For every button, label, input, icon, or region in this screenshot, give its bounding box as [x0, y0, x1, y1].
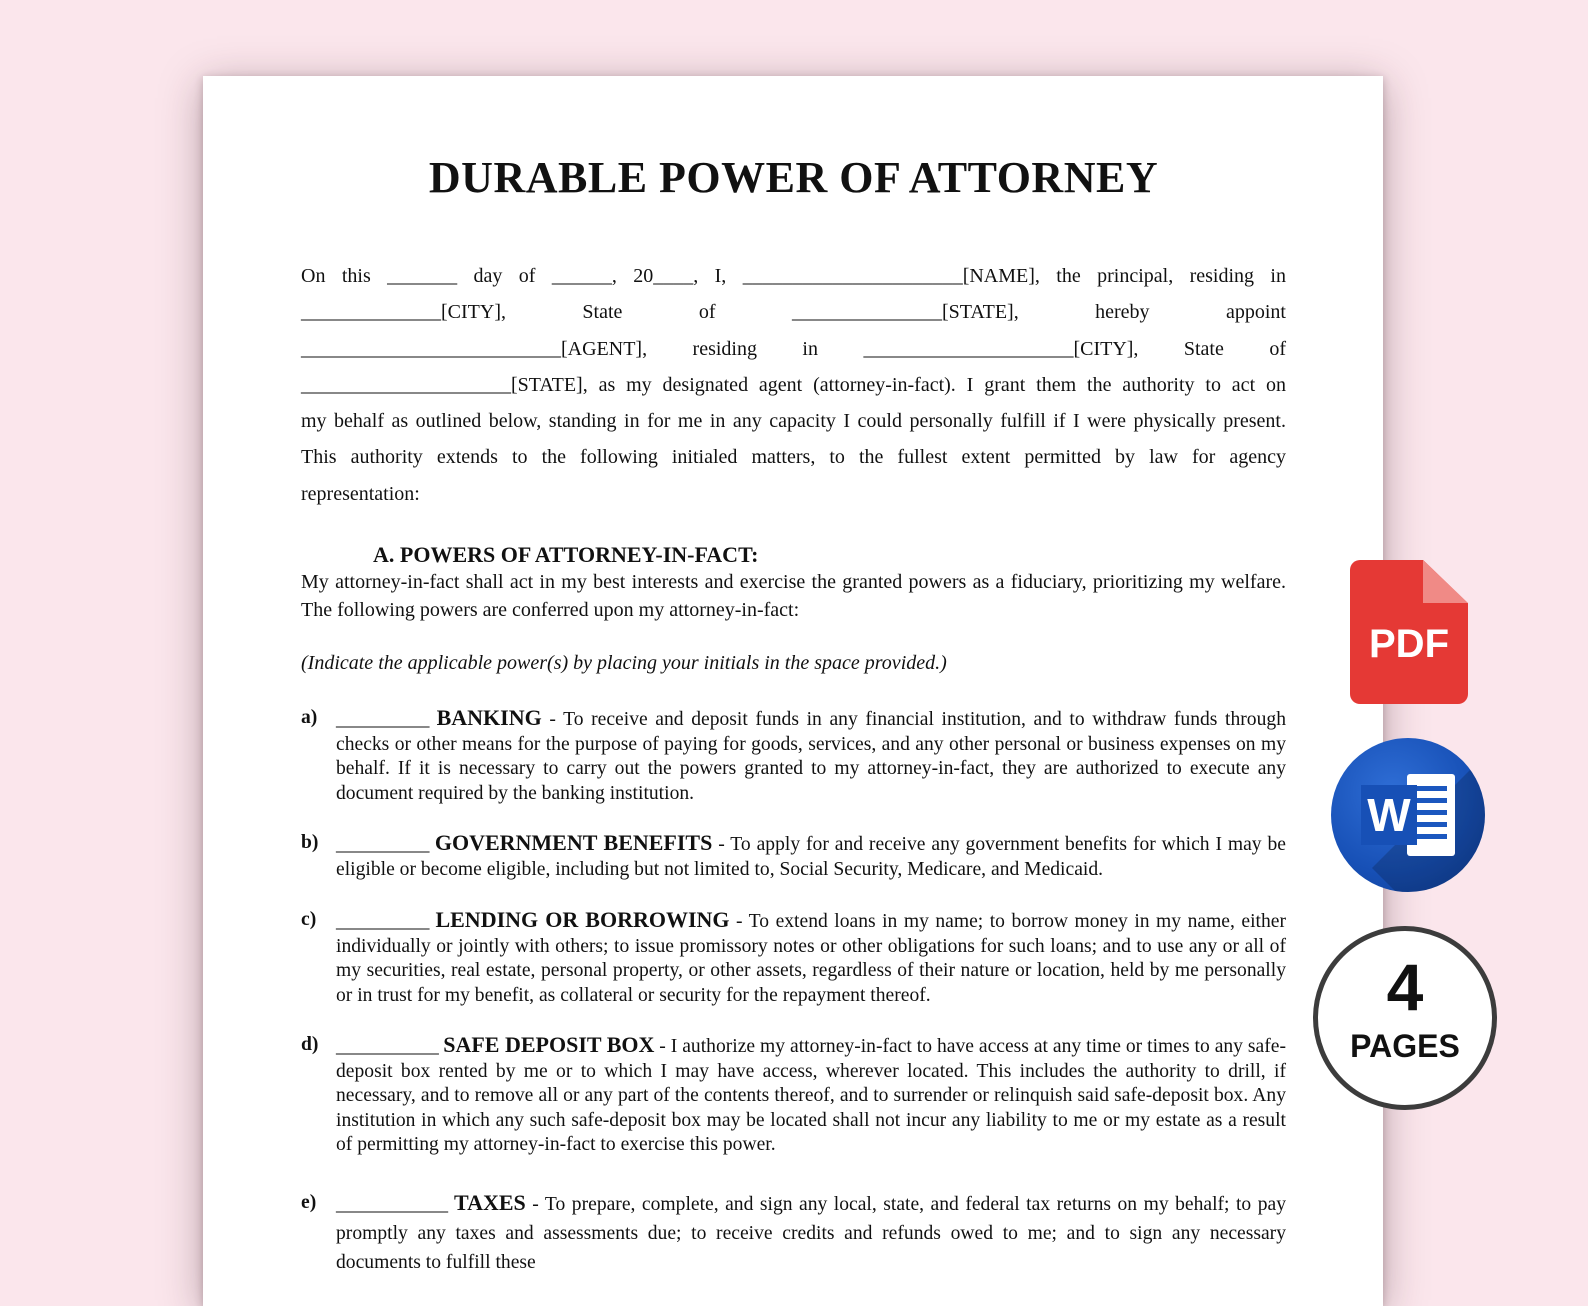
pdf-file-icon — [1350, 560, 1468, 704]
item-title: GOVERNMENT BENEFITS — [434, 830, 713, 855]
initials-blank[interactable]: ____________ — [336, 1194, 448, 1215]
power-item-lending-borrowing — [301, 908, 1286, 1008]
item-body: - To prepare, complete, and sign any local, state, and federal tax returns on my behalf; to pay promptly any taxes and assessments due; to receive credits and refunds owed to me; and to sign any necessary documents to fulfill these — [336, 1194, 1286, 1273]
item-body: - To extend loans in my name; to borrow money in my name, either individually or jointly with others; to issue promissory notes or other obligations for such loans; and to use any or all of my securities, real estate, personal property, or other assets, regardless of their nature or location, held by me personally or in trust for my benefit, as collateral or security for the repayment thereof. — [336, 911, 1286, 1006]
item-text — [336, 1033, 1286, 1158]
pdf-icon-fold — [1423, 560, 1468, 603]
item-text — [336, 908, 1286, 1008]
item-letter: c) — [301, 909, 317, 930]
power-item-taxes — [301, 1188, 1286, 1277]
intro-line-6: This authority extends to the following initialed matters, to the fullest extent permitted by law for agency — [301, 446, 1286, 469]
item-text — [336, 706, 1286, 806]
word-file-icon — [1331, 738, 1485, 892]
power-item-government-benefits — [301, 831, 1286, 882]
section-heading: A. POWERS OF ATTORNEY-IN-FACT: — [373, 542, 759, 567]
item-text — [336, 831, 1286, 882]
item-body: - To apply for and receive any government benefits for which I may be eligible or become eligible, including but not limited to, Social Security, Medicare, and Medicaid. — [336, 834, 1286, 880]
document-title: DURABLE POWER OF ATTORNEY — [428, 153, 1159, 202]
power-item-safe-deposit-box — [301, 1033, 1286, 1158]
intro-line-3: __________________________[AGENT], residing in _____________________[CITY], State of — [301, 337, 1286, 360]
page-count-badge — [1313, 926, 1497, 1110]
intro-line-4: _____________________[STATE], as my designated agent (attorney-in-fact). I grant them the authority to act on — [301, 373, 1286, 396]
item-body: - I authorize my attorney-in-fact to have access at any time or times to any safe-deposit box rented by me or to which I may have access, wherever located. This includes the authority to drill, if necessary, and to remove all or any part of the contents thereof, and to surrender or relinquish said safe-deposit box. Any institution in which any such safe-deposit box may be located shall not incur any liability to me or my estate as a result of permitting my attorney-in-fact to exercise this power. — [336, 1036, 1286, 1156]
intro-line-2: ______________[CITY], State of _______________[STATE], hereby appoint — [301, 301, 1286, 324]
item-text — [336, 1188, 1286, 1277]
initials-blank[interactable]: __________ — [336, 911, 429, 932]
item-letter: a) — [301, 707, 318, 728]
item-letter: b) — [301, 832, 319, 853]
intro-line-7: representation: — [301, 482, 420, 505]
item-title: TAXES — [454, 1190, 526, 1215]
document-page — [203, 76, 1383, 1306]
word-letter: W — [1361, 785, 1417, 845]
page-count-number: 4 — [1386, 950, 1424, 1024]
intro-paragraph — [301, 258, 1286, 512]
initials-blank[interactable]: __________ — [336, 834, 429, 855]
section-body: My attorney-in-fact shall act in my best interests and exercise the granted powers as a fiduciary, prioritizing my welfare. The following powers are conferred upon my attorney-in-fact: — [301, 571, 1286, 621]
initials-blank[interactable]: ___________ — [336, 1036, 439, 1057]
intro-line-1: On this _______ day of ______, 20____, I, ______________________[NAME], the principal, residing in — [301, 265, 1286, 287]
power-item-banking — [301, 706, 1286, 806]
page-count-label: PAGES — [1350, 1028, 1460, 1064]
pdf-label: PDF — [1369, 622, 1449, 666]
item-title: SAFE DEPOSIT BOX — [443, 1032, 655, 1057]
item-title: LENDING OR BORROWING — [435, 907, 730, 932]
item-letter: d) — [301, 1034, 319, 1055]
initials-blank[interactable]: __________ — [336, 709, 429, 730]
item-letter: e) — [301, 1192, 317, 1213]
item-title: BANKING — [436, 705, 542, 730]
instruction-note: (Indicate the applicable power(s) by placing your initials in the space provided.) — [301, 652, 947, 674]
intro-line-5: my behalf as outlined below, standing in for me in any capacity I could personally fulfill if I were physically present. — [301, 410, 1286, 433]
item-body: - To receive and deposit funds in any financial institution, and to withdraw funds through checks or other means for the purpose of paying for goods, services, and any other personal or business expenses on my behalf. If it is necessary to carry out the powers granted to my attorney-in-fact, they are authorized to execute any document required by the banking institution. — [336, 709, 1286, 804]
